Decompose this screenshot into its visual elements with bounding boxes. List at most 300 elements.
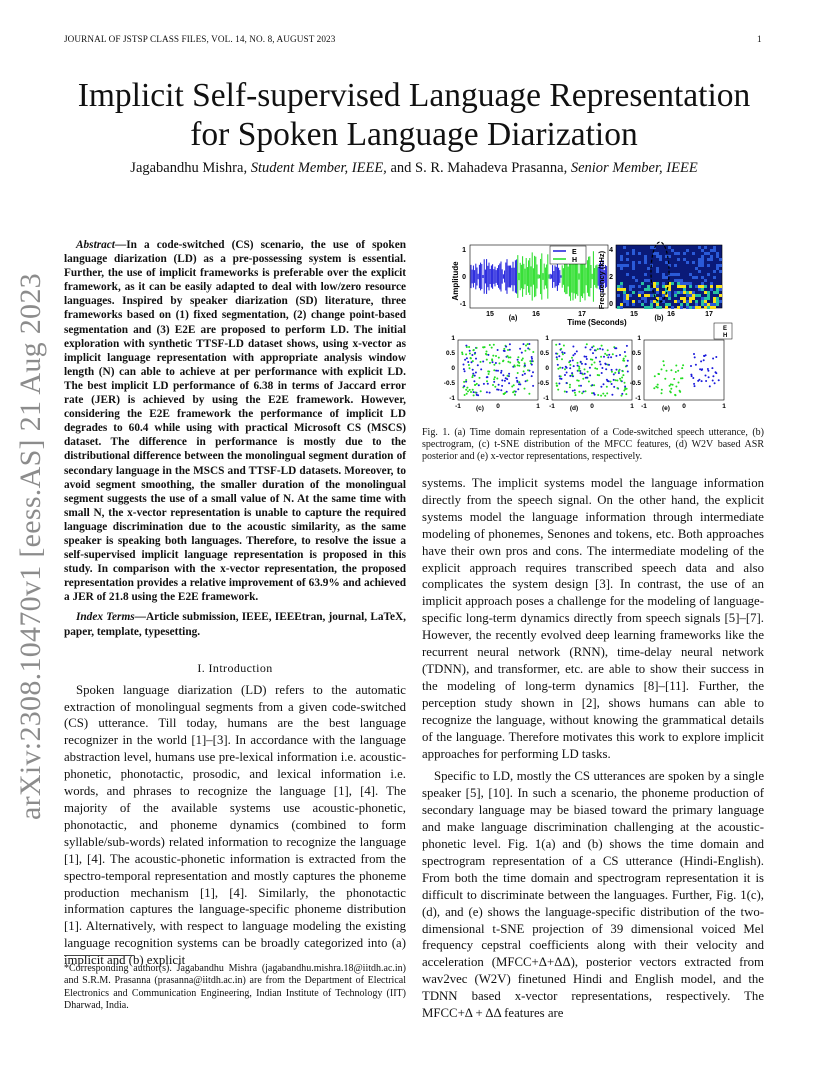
- scatter-point: [491, 359, 493, 361]
- spectrogram-cell: [617, 294, 620, 297]
- scatter-point: [565, 366, 567, 368]
- spectrogram-cell: [713, 270, 716, 273]
- scatter-point: [653, 387, 655, 389]
- scatter-point: [666, 370, 668, 372]
- spectrogram-cell: [644, 273, 647, 276]
- scatter-point: [584, 373, 586, 375]
- scatter-point: [525, 345, 527, 347]
- spectrogram-cell: [638, 294, 641, 297]
- legend-label: H: [723, 333, 728, 339]
- scatter-point: [557, 389, 559, 391]
- spectrogram-cell: [647, 279, 650, 282]
- spectrogram-cell: [632, 267, 635, 270]
- spectrogram-cell: [647, 306, 650, 309]
- spectrogram-cell: [707, 303, 710, 306]
- scatter-point: [561, 358, 563, 360]
- spectrogram-cell: [623, 291, 626, 294]
- scatter-point: [600, 363, 602, 365]
- figure-1: [422, 240, 764, 418]
- spectrogram-cell: [677, 279, 680, 282]
- scatter-point: [593, 384, 595, 386]
- scatter-point: [486, 380, 488, 382]
- spectrogram-cell: [662, 282, 665, 285]
- scatter-point: [619, 369, 621, 371]
- spectrogram-cell: [656, 282, 659, 285]
- scatter-y-tick: -0.5: [537, 380, 549, 387]
- spectrogram-cell: [641, 303, 644, 306]
- spectrogram-cell: [698, 258, 701, 261]
- spectrogram-cell: [644, 294, 647, 297]
- spectrogram-cell: [665, 303, 668, 306]
- spectrogram-cell: [647, 285, 650, 288]
- panel-label-a: (a): [508, 315, 518, 322]
- spectrogram-cell: [632, 252, 635, 255]
- scatter-point: [556, 382, 558, 384]
- scatter-point: [574, 353, 576, 355]
- scatter-point: [576, 350, 578, 352]
- scatter-point: [517, 359, 519, 361]
- scatter-point: [560, 375, 562, 377]
- scatter-point: [612, 353, 614, 355]
- scatter-point: [514, 366, 516, 368]
- scatter-point: [690, 374, 692, 376]
- scatter-point: [470, 391, 472, 393]
- scatter-point: [562, 353, 564, 355]
- scatter-point: [670, 383, 672, 385]
- scatter-point: [680, 377, 682, 379]
- scatter-point: [513, 390, 515, 392]
- scatter-point: [694, 356, 696, 358]
- scatter-x-tick: -1: [641, 403, 647, 410]
- scatter-point: [569, 386, 571, 388]
- scatter-point: [556, 385, 558, 387]
- scatter-point: [695, 364, 697, 366]
- scatter-point: [620, 380, 622, 382]
- scatter-point: [469, 389, 471, 391]
- scatter-point: [711, 367, 713, 369]
- spectrogram-cell: [701, 285, 704, 288]
- scatter-point: [712, 375, 714, 377]
- scatter-point: [624, 382, 626, 384]
- author-line: [64, 160, 764, 177]
- scatter-point: [561, 351, 563, 353]
- scatter-point: [532, 371, 534, 373]
- scatter-point: [474, 384, 476, 386]
- scatter-point: [497, 349, 499, 351]
- spectrogram-cell: [677, 252, 680, 255]
- spectrogram-cell: [620, 306, 623, 309]
- scatter-point: [615, 355, 617, 357]
- scatter-point: [473, 391, 475, 393]
- scatter-point: [555, 344, 557, 346]
- spectrogram-cell: [647, 294, 650, 297]
- spectrogram-cell: [719, 294, 722, 297]
- scatter-point: [675, 365, 677, 367]
- legend-label: E: [723, 326, 728, 332]
- scatter-point: [606, 386, 608, 388]
- scatter-point: [657, 373, 659, 375]
- scatter-point: [476, 347, 478, 349]
- section-heading: I. Introduction: [197, 660, 273, 675]
- spectrogram-cell: [626, 294, 629, 297]
- scatter-point: [597, 394, 599, 396]
- scatter-point: [618, 372, 620, 374]
- scatter-point: [486, 351, 488, 353]
- scatter-point: [486, 376, 488, 378]
- spectrogram-cell: [659, 297, 662, 300]
- scatter-point: [603, 383, 605, 385]
- scatter-point: [621, 377, 623, 379]
- scatter-point: [558, 383, 560, 385]
- spectrogram-cell: [719, 300, 722, 303]
- scatter-point: [478, 384, 480, 386]
- spectrogram-cell: [704, 291, 707, 294]
- scatter-point: [607, 380, 609, 382]
- spectrogram-cell: [629, 288, 632, 291]
- scatter-point: [700, 360, 702, 362]
- scatter-point: [569, 364, 571, 366]
- scatter-point: [625, 355, 627, 357]
- scatter-point: [608, 364, 610, 366]
- spectrogram-cell: [695, 267, 698, 270]
- scatter-point: [582, 378, 584, 380]
- spectrogram-cell: [692, 294, 695, 297]
- spectrogram-cell: [716, 267, 719, 270]
- spectrogram-cell: [632, 264, 635, 267]
- spectrogram-cell: [671, 282, 674, 285]
- scatter-point: [469, 350, 471, 352]
- scatter-point: [489, 362, 491, 364]
- scatter-point: [526, 380, 528, 382]
- spectrogram-cell: [653, 300, 656, 303]
- panel-b-spectrogram: [597, 242, 722, 322]
- scatter-point: [508, 382, 510, 384]
- scatter-point: [569, 367, 571, 369]
- legend-h: H: [572, 257, 578, 264]
- scatter-point: [524, 364, 526, 366]
- spectrogram-cell: [617, 288, 620, 291]
- scatter-point: [523, 370, 525, 372]
- scatter-point: [654, 375, 656, 377]
- spectrogram-cell: [716, 300, 719, 303]
- spectrogram-cell: [644, 306, 647, 309]
- spectrogram-cell: [680, 306, 683, 309]
- spectrogram-cell: [638, 261, 641, 264]
- scatter-point: [577, 362, 579, 364]
- scatter-point: [517, 361, 519, 363]
- scatter-point: [482, 361, 484, 363]
- scatter-point: [715, 371, 717, 373]
- scatter-point: [531, 375, 533, 377]
- spectrogram-cell: [707, 273, 710, 276]
- scatter-point: [673, 378, 675, 380]
- scatter-point: [586, 343, 588, 345]
- scatter-point: [675, 371, 677, 373]
- scatter-point: [466, 387, 468, 389]
- arxiv-side-stamp: arXiv:2308.10470v1 [eess.AS] 21 Aug 2023: [14, 273, 47, 820]
- scatter-point: [471, 376, 473, 378]
- scatter-point: [602, 393, 604, 395]
- spectrogram-cell: [698, 306, 701, 309]
- scatter-point: [467, 390, 469, 392]
- spectrogram-cell: [707, 306, 710, 309]
- spectrogram-cell: [704, 300, 707, 303]
- frequency-axis-label: Frequency (kHz): [597, 250, 606, 310]
- spectrogram-cell: [620, 282, 623, 285]
- scatter-point: [517, 388, 519, 390]
- scatter-point: [518, 381, 520, 383]
- scatter-point: [517, 364, 519, 366]
- scatter-point: [476, 394, 478, 396]
- spectrogram-cell: [677, 285, 680, 288]
- scatter-point: [507, 375, 509, 377]
- scatter-point: [605, 368, 607, 370]
- scatter-point: [524, 388, 526, 390]
- scatter-point: [601, 367, 603, 369]
- scatter-point: [682, 364, 684, 366]
- scatter-point: [577, 365, 579, 367]
- spectrogram-cell: [686, 303, 689, 306]
- spectrogram-cell: [710, 303, 713, 306]
- scatter-point: [472, 360, 474, 362]
- scatter-point: [572, 390, 574, 392]
- scatter-y-tick: -1: [449, 395, 455, 402]
- scatter-point: [502, 360, 504, 362]
- spectrogram-cell: [701, 300, 704, 303]
- spectrogram-cell: [713, 249, 716, 252]
- scatter-x-tick: 0: [682, 403, 686, 410]
- scatter-point: [477, 364, 479, 366]
- scatter-point: [581, 392, 583, 394]
- scatter-point: [531, 364, 533, 366]
- scatter-point: [564, 391, 566, 393]
- scatter-x-tick: 1: [722, 403, 726, 410]
- spectrogram-cell: [620, 255, 623, 258]
- spectrogram-cell: [695, 300, 698, 303]
- spectrogram-cell: [641, 297, 644, 300]
- spectrogram-cell: [674, 291, 677, 294]
- scatter-x-tick: 1: [630, 403, 634, 410]
- scatter-point: [464, 359, 466, 361]
- scatter-point: [582, 373, 584, 375]
- time-tick-a-16: 16: [532, 311, 540, 318]
- spectrogram-cell: [713, 300, 716, 303]
- spectrogram-cell: [671, 273, 674, 276]
- scatter-point: [569, 384, 571, 386]
- figure-caption: Fig. 1. (a) Time domain representation of a Code-switched speech utterance, (b) spectrogram, (c) t-SNE distribution of the MFCC features, (d) W2V based ASR posterior and (e) x-vector representations, respectively.: [422, 427, 764, 463]
- author-2: and S. R. Mahadeva Prasanna,: [390, 160, 568, 176]
- index-terms-label: Index Terms: [76, 611, 135, 624]
- scatter-point: [472, 369, 474, 371]
- spectrogram-cell: [653, 285, 656, 288]
- scatter-point: [493, 369, 495, 371]
- scatter-point: [509, 356, 511, 358]
- scatter-point: [502, 374, 504, 376]
- scatter-point: [583, 391, 585, 393]
- scatter-point: [517, 372, 519, 374]
- scatter-point: [571, 372, 573, 374]
- spectrogram-cell: [713, 306, 716, 309]
- scatter-point: [569, 360, 571, 362]
- spectrogram-cell: [719, 258, 722, 261]
- scatter-point: [610, 356, 612, 358]
- scatter-point: [503, 350, 505, 352]
- spectrogram-cell: [701, 303, 704, 306]
- scatter-point: [558, 355, 560, 357]
- scatter-point: [575, 394, 577, 396]
- scatter-point: [509, 362, 511, 364]
- scatter-point: [664, 378, 666, 380]
- scatter-point: [610, 381, 612, 383]
- scatter-point: [599, 348, 601, 350]
- paper-title: [64, 76, 764, 154]
- spectrogram-cell: [668, 246, 671, 249]
- scatter-point: [482, 346, 484, 348]
- scatter-point: [524, 362, 526, 364]
- scatter-point: [461, 352, 463, 354]
- scatter-point: [576, 379, 578, 381]
- spectrogram-cell: [701, 264, 704, 267]
- scatter-y-tick: 0.5: [631, 350, 641, 357]
- scatter-point: [709, 385, 711, 387]
- spectrogram-cell: [644, 261, 647, 264]
- scatter-point: [475, 372, 477, 374]
- spectrogram-cell: [623, 288, 626, 291]
- spectrogram-cell: [617, 264, 620, 267]
- scatter-point: [623, 358, 625, 360]
- spectrogram-cell: [626, 252, 629, 255]
- scatter-point: [677, 370, 679, 372]
- spectrogram-cell: [719, 288, 722, 291]
- right-paragraph-2: Specific to LD, mostly the CS utterances are spoken by a single speaker [5], [10]. In such a scenario, the phoneme production of secondary language may be biased toward the primary language and make language discrimination challenging at the acoustic-phonetic level. Fig. 1(a) and (b) shows the time domain and spectrogram representation of a CS utterance (Hindi-English). From both the time domain and spectrogram representation it is difficult to discriminate between the languages. Further, Fig. 1(c), (d), and (e) shows the language-specific distribution of the two-dimensional t-SNE projection of 39 dimensional voiced Mel frequency cepstral coefficients along with their velocity and acceleration (MFCC+Δ+ΔΔ), posterior vectors extracted from wav2vec (W2V) finetuned Hindi and English model, and the TDNN based x-vector representations, respectively. The MFCC+Δ + ΔΔ features are: [422, 769, 764, 1021]
- scatter-point: [626, 345, 628, 347]
- scatter-point: [619, 378, 621, 380]
- spectrogram-cell: [644, 255, 647, 258]
- spectrogram-cell: [701, 288, 704, 291]
- scatter-point: [718, 379, 720, 381]
- scatter-point: [563, 345, 565, 347]
- spectrogram-cell: [632, 285, 635, 288]
- spectrogram-cell: [668, 303, 671, 306]
- spectrogram-cell: [698, 261, 701, 264]
- scatter-point: [573, 365, 575, 367]
- scatter-point: [591, 384, 593, 386]
- spectrogram-cell: [680, 282, 683, 285]
- panel-label-b: (b): [654, 315, 664, 322]
- scatter-point: [604, 353, 606, 355]
- scatter-point: [470, 357, 472, 359]
- scatter-x-tick: 0: [590, 403, 594, 410]
- scatter-y-tick: -0.5: [629, 380, 641, 387]
- spectrogram-cell: [701, 249, 704, 252]
- spectrogram-cell: [686, 249, 689, 252]
- scatter-point: [531, 358, 533, 360]
- scatter-point: [608, 354, 610, 356]
- spectrogram-cell: [623, 300, 626, 303]
- scatter-point: [465, 353, 467, 355]
- spectrogram-cell: [662, 291, 665, 294]
- scatter-point: [491, 347, 493, 349]
- scatter-point: [693, 353, 695, 355]
- page-number: 1: [757, 34, 762, 44]
- scatter-point: [496, 378, 498, 380]
- scatter-point: [662, 360, 664, 362]
- spectrogram-cell: [713, 291, 716, 294]
- scatter-point: [585, 363, 587, 365]
- spectrogram-cell: [716, 252, 719, 255]
- spectrogram-cell: [656, 270, 659, 273]
- spectrogram-cell: [713, 276, 716, 279]
- spectrogram-cell: [710, 306, 713, 309]
- spectrogram-cell: [698, 270, 701, 273]
- scatter-y-tick: -0.5: [443, 380, 455, 387]
- scatter-point: [600, 395, 602, 397]
- spectrogram-cell: [656, 252, 659, 255]
- spectrogram-cell: [683, 291, 686, 294]
- scatter-point: [606, 354, 608, 356]
- spectrogram-cell: [689, 300, 692, 303]
- scatter-point: [674, 394, 676, 396]
- scatter-point: [505, 346, 507, 348]
- scatter-point: [657, 384, 659, 386]
- scatter-point: [466, 357, 468, 359]
- scatter-point: [571, 374, 573, 376]
- scatter-point: [468, 346, 470, 348]
- scatter-point: [581, 363, 583, 365]
- scatter-point: [497, 370, 499, 372]
- amp-tick-0: 0: [462, 274, 466, 281]
- scatter-point: [529, 348, 531, 350]
- scatter-panels: [444, 323, 732, 412]
- scatter-point: [474, 375, 476, 377]
- scatter-point: [708, 376, 710, 378]
- spectrogram-cell: [707, 294, 710, 297]
- scatter-point: [528, 343, 530, 345]
- spectrogram-cell: [626, 303, 629, 306]
- scatter-point: [572, 346, 574, 348]
- scatter-point: [616, 369, 618, 371]
- scatter-point: [590, 358, 592, 360]
- spectrogram-cell: [683, 300, 686, 303]
- scatter-point: [524, 350, 526, 352]
- scatter-point: [468, 364, 470, 366]
- scatter-point: [496, 389, 498, 391]
- spectrogram-cell: [713, 246, 716, 249]
- scatter-point: [506, 378, 508, 380]
- scatter-point: [672, 384, 674, 386]
- scatter-point: [487, 370, 489, 372]
- spectrogram-cell: [638, 285, 641, 288]
- spectrogram-cell: [680, 285, 683, 288]
- scatter-point: [600, 356, 602, 358]
- scatter-point: [578, 368, 580, 370]
- scatter-point: [483, 383, 485, 385]
- scatter-point: [492, 355, 494, 357]
- scatter-point: [594, 349, 596, 351]
- spectrogram-cell: [719, 270, 722, 273]
- spectrogram-cell: [692, 291, 695, 294]
- scatter-point: [591, 346, 593, 348]
- scatter-y-tick: 0.5: [539, 350, 549, 357]
- scatter-point: [501, 379, 503, 381]
- scatter-point: [492, 384, 494, 386]
- spectrogram-cell: [665, 261, 668, 264]
- scatter-y-tick: 0.5: [445, 350, 455, 357]
- scatter-point: [486, 354, 488, 356]
- spectrogram-cell: [701, 255, 704, 258]
- scatter-point: [532, 385, 534, 387]
- spectrogram-cell: [683, 288, 686, 291]
